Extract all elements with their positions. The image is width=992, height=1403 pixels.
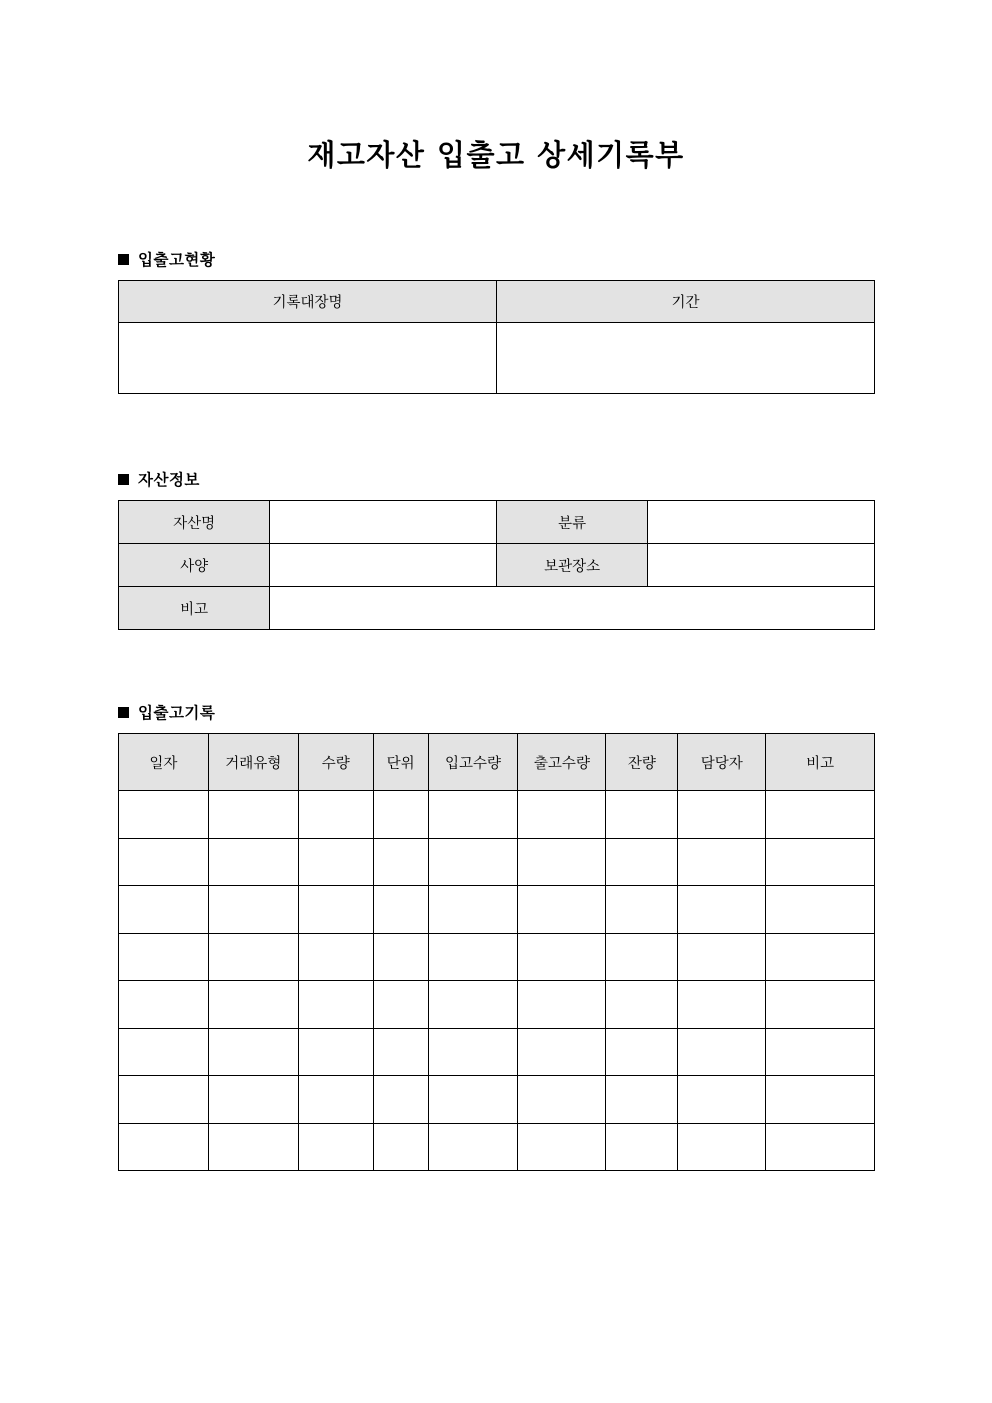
section-inout-records	[118, 701, 875, 1171]
cell-inbound-quantity[interactable]	[428, 886, 518, 934]
cell-transaction-type[interactable]	[208, 1076, 298, 1124]
table-row	[119, 587, 875, 630]
cell-quantity[interactable]	[298, 1028, 373, 1076]
column-header-person-in-charge: 담당자	[678, 734, 766, 791]
cell-inbound-quantity[interactable]	[428, 933, 518, 981]
cell-quantity[interactable]	[298, 886, 373, 934]
column-header-inbound-quantity: 입고수량	[428, 734, 518, 791]
cell-transaction-type[interactable]	[208, 981, 298, 1029]
asset-info-table	[118, 500, 875, 630]
cell-unit[interactable]	[373, 1028, 428, 1076]
cell-date[interactable]	[119, 1076, 209, 1124]
cell-inbound-quantity[interactable]	[428, 791, 518, 839]
cell-person-in-charge[interactable]	[678, 1123, 766, 1171]
label-specification: 사양	[119, 544, 270, 587]
table-row	[119, 791, 875, 839]
column-header-ledger-name: 기록대장명	[119, 281, 497, 323]
table-header-row	[119, 734, 875, 791]
cell-unit[interactable]	[373, 886, 428, 934]
section-heading-asset-info	[118, 468, 875, 490]
table-row	[119, 1076, 875, 1124]
cell-remarks[interactable]	[766, 886, 875, 934]
cell-outbound-quantity[interactable]	[518, 1123, 606, 1171]
input-cell-asset-name[interactable]	[270, 501, 497, 544]
cell-inbound-quantity[interactable]	[428, 838, 518, 886]
input-cell-period[interactable]	[497, 323, 875, 394]
label-remarks: 비고	[119, 587, 270, 630]
cell-outbound-quantity[interactable]	[518, 838, 606, 886]
cell-person-in-charge[interactable]	[678, 1028, 766, 1076]
cell-inbound-quantity[interactable]	[428, 1028, 518, 1076]
cell-person-in-charge[interactable]	[678, 1076, 766, 1124]
cell-outbound-quantity[interactable]	[518, 791, 606, 839]
cell-remarks[interactable]	[766, 1028, 875, 1076]
cell-remarks[interactable]	[766, 791, 875, 839]
table-row	[119, 886, 875, 934]
cell-balance[interactable]	[606, 1076, 678, 1124]
cell-inbound-quantity[interactable]	[428, 1123, 518, 1171]
cell-quantity[interactable]	[298, 1123, 373, 1171]
cell-balance[interactable]	[606, 981, 678, 1029]
column-header-balance: 잔량	[606, 734, 678, 791]
section-inout-status	[118, 248, 875, 394]
input-cell-remarks[interactable]	[270, 587, 875, 630]
table-row	[119, 838, 875, 886]
label-category: 분류	[496, 501, 647, 544]
square-bullet-icon	[118, 707, 129, 718]
cell-person-in-charge[interactable]	[678, 886, 766, 934]
square-bullet-icon	[118, 474, 129, 485]
cell-quantity[interactable]	[298, 1076, 373, 1124]
page-title: 재고자산 입출고 상세기록부	[307, 138, 685, 172]
cell-outbound-quantity[interactable]	[518, 886, 606, 934]
cell-person-in-charge[interactable]	[678, 981, 766, 1029]
cell-inbound-quantity[interactable]	[428, 1076, 518, 1124]
cell-remarks[interactable]	[766, 1076, 875, 1124]
cell-remarks[interactable]	[766, 838, 875, 886]
table-row	[119, 544, 875, 587]
cell-person-in-charge[interactable]	[678, 791, 766, 839]
cell-balance[interactable]	[606, 886, 678, 934]
column-header-unit: 단위	[373, 734, 428, 791]
section-heading-label: 입출고기록	[138, 704, 216, 722]
cell-transaction-type[interactable]	[208, 933, 298, 981]
table-row	[119, 981, 875, 1029]
section-heading-label: 입출고현황	[138, 251, 216, 269]
cell-date[interactable]	[119, 838, 209, 886]
cell-quantity[interactable]	[298, 791, 373, 839]
cell-unit[interactable]	[373, 791, 428, 839]
column-header-transaction-type: 거래유형	[208, 734, 298, 791]
cell-date[interactable]	[119, 1123, 209, 1171]
cell-balance[interactable]	[606, 933, 678, 981]
cell-transaction-type[interactable]	[208, 886, 298, 934]
cell-date[interactable]	[119, 791, 209, 839]
cell-unit[interactable]	[373, 981, 428, 1029]
table-header-row	[119, 281, 875, 323]
section-asset-info	[118, 468, 875, 630]
cell-remarks[interactable]	[766, 981, 875, 1029]
column-header-date: 일자	[119, 734, 209, 791]
input-cell-storage-location[interactable]	[648, 544, 875, 587]
cell-unit[interactable]	[373, 838, 428, 886]
cell-date[interactable]	[119, 1028, 209, 1076]
cell-quantity[interactable]	[298, 933, 373, 981]
table-row	[119, 933, 875, 981]
column-header-remarks: 비고	[766, 734, 875, 791]
column-header-period: 기간	[497, 281, 875, 323]
table-row	[119, 323, 875, 394]
cell-unit[interactable]	[373, 1076, 428, 1124]
cell-quantity[interactable]	[298, 838, 373, 886]
square-bullet-icon	[118, 254, 129, 265]
cell-balance[interactable]	[606, 791, 678, 839]
cell-inbound-quantity[interactable]	[428, 981, 518, 1029]
input-cell-specification[interactable]	[270, 544, 497, 587]
cell-remarks[interactable]	[766, 933, 875, 981]
input-cell-ledger-name[interactable]	[119, 323, 497, 394]
inout-status-table	[118, 280, 875, 394]
cell-balance[interactable]	[606, 1123, 678, 1171]
cell-outbound-quantity[interactable]	[518, 1076, 606, 1124]
column-header-outbound-quantity: 출고수량	[518, 734, 606, 791]
label-asset-name: 자산명	[119, 501, 270, 544]
table-row	[119, 501, 875, 544]
cell-remarks[interactable]	[766, 1123, 875, 1171]
cell-quantity[interactable]	[298, 981, 373, 1029]
cell-balance[interactable]	[606, 838, 678, 886]
column-header-quantity: 수량	[298, 734, 373, 791]
section-heading-label: 자산정보	[138, 471, 200, 489]
cell-outbound-quantity[interactable]	[518, 1028, 606, 1076]
inout-records-table	[118, 733, 875, 1171]
section-heading-inout-status	[118, 248, 875, 270]
cell-date[interactable]	[119, 981, 209, 1029]
cell-outbound-quantity[interactable]	[518, 933, 606, 981]
cell-balance[interactable]	[606, 1028, 678, 1076]
table-row	[119, 1028, 875, 1076]
cell-transaction-type[interactable]	[208, 1028, 298, 1076]
cell-unit[interactable]	[373, 1123, 428, 1171]
cell-date[interactable]	[119, 933, 209, 981]
cell-person-in-charge[interactable]	[678, 838, 766, 886]
input-cell-category[interactable]	[648, 501, 875, 544]
cell-unit[interactable]	[373, 933, 428, 981]
cell-transaction-type[interactable]	[208, 791, 298, 839]
label-storage-location: 보관장소	[496, 544, 647, 587]
cell-transaction-type[interactable]	[208, 1123, 298, 1171]
cell-transaction-type[interactable]	[208, 838, 298, 886]
cell-date[interactable]	[119, 886, 209, 934]
table-row	[119, 1123, 875, 1171]
cell-outbound-quantity[interactable]	[518, 981, 606, 1029]
section-heading-inout-records	[118, 701, 875, 723]
cell-person-in-charge[interactable]	[678, 933, 766, 981]
inout-records-body	[119, 791, 875, 1171]
